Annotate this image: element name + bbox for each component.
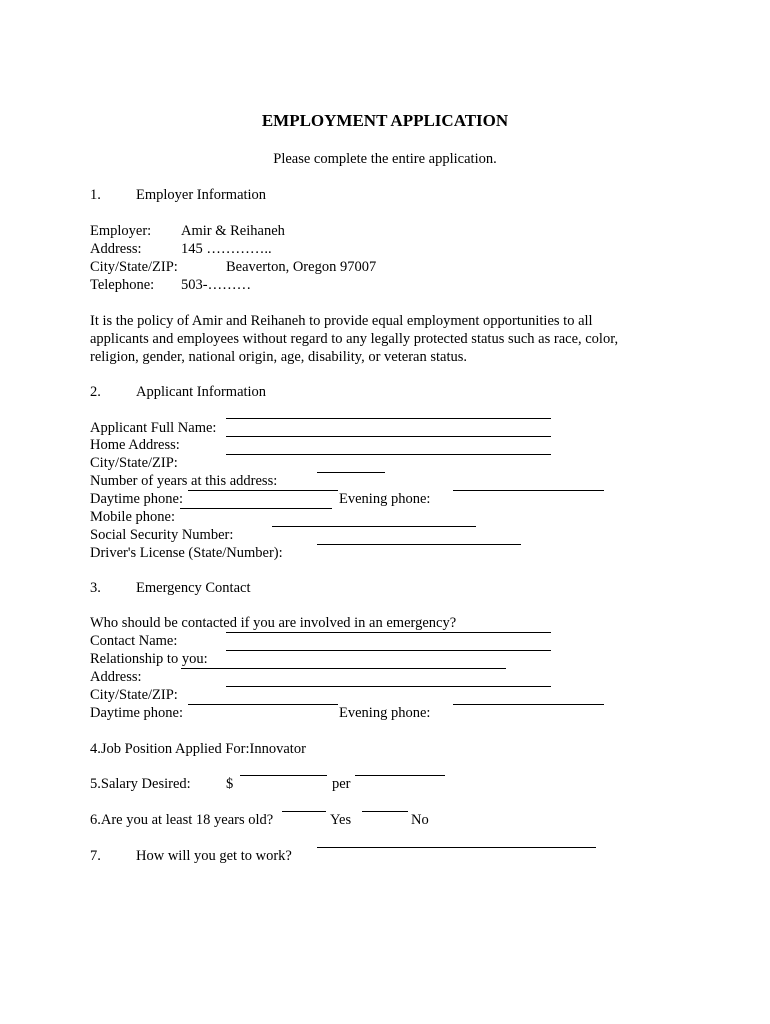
mobile-phone-field[interactable]: [180, 508, 332, 509]
applicant-daytime-phone-label: Daytime phone:: [90, 491, 184, 507]
policy-line-3: religion, gender, national origin, age, disability, or veteran status.: [90, 349, 467, 365]
age-no-label: No: [411, 812, 429, 828]
contact-name-field[interactable]: [226, 632, 551, 633]
contact-name-label: Contact Name:: [90, 633, 178, 649]
applicant-csz-field[interactable]: [226, 454, 551, 455]
drivers-license-label: Driver's License (State/Number):: [90, 545, 283, 561]
employer-address-label: Address:: [90, 241, 142, 257]
employer-address-value: 145 …………..: [181, 241, 272, 257]
contact-address-field[interactable]: [181, 668, 506, 669]
policy-line-2: applicants and employees without regard to any legally protected status such as race, color,: [90, 331, 619, 347]
salary-label: 5.Salary Desired:: [90, 776, 191, 792]
ssn-label: Social Security Number:: [90, 527, 234, 543]
section-3-heading: Emergency Contact: [136, 580, 251, 596]
contact-daytime-phone-field[interactable]: [188, 704, 338, 705]
emergency-question: Who should be contacted if you are involved in an emergency?: [90, 615, 457, 631]
relationship-label: Relationship to you:: [90, 651, 208, 667]
contact-daytime-phone-label: Daytime phone:: [90, 705, 184, 721]
salary-dollar-sign: $: [226, 776, 234, 792]
commute-field[interactable]: [317, 847, 596, 848]
ssn-field[interactable]: [272, 526, 476, 527]
page-title: EMPLOYMENT APPLICATION: [261, 111, 509, 130]
mobile-phone-label: Mobile phone:: [90, 509, 175, 525]
relationship-field[interactable]: [226, 650, 551, 651]
drivers-license-field[interactable]: [317, 544, 521, 545]
contact-evening-phone-field[interactable]: [453, 704, 604, 705]
age-yes-label: Yes: [330, 812, 352, 828]
contact-evening-phone-label: Evening phone:: [339, 705, 431, 721]
salary-per-label: per: [332, 776, 351, 792]
page-subtitle: Please complete the entire application.: [273, 151, 497, 167]
home-address-field[interactable]: [226, 436, 551, 437]
employer-value: Amir & Reihaneh: [181, 223, 285, 239]
section-3-number: 3.: [90, 580, 101, 596]
section-2-number: 2.: [90, 384, 101, 400]
section-1-heading: Employer Information: [136, 187, 267, 203]
contact-csz-label: City/State/ZIP:: [90, 687, 178, 703]
section-7-number: 7.: [90, 848, 101, 864]
applicant-csz-label: City/State/ZIP:: [90, 455, 178, 471]
applicant-evening-phone-label: Evening phone:: [339, 491, 431, 507]
contact-csz-field[interactable]: [226, 686, 551, 687]
employer-telephone-label: Telephone:: [90, 277, 155, 293]
commute-question: How will you get to work?: [136, 848, 292, 864]
age-no-field[interactable]: [362, 811, 408, 812]
salary-amount-field[interactable]: [240, 775, 327, 776]
applicant-name-field[interactable]: [226, 418, 551, 419]
applicant-daytime-phone-field[interactable]: [188, 490, 338, 491]
years-at-address-label: Number of years at this address:: [90, 473, 278, 489]
section-1-number: 1.: [90, 187, 101, 203]
home-address-label: Home Address:: [90, 437, 180, 453]
job-position-text: 4.Job Position Applied For:Innovator: [90, 741, 306, 757]
policy-line-1: It is the policy of Amir and Reihaneh to provide equal employment opportunities to all: [90, 313, 593, 329]
age-yes-field[interactable]: [282, 811, 326, 812]
employer-telephone-value: 503-………: [181, 277, 252, 293]
employer-csz-label: City/State/ZIP:: [90, 259, 178, 275]
employer-label: Employer:: [90, 223, 152, 239]
section-2-heading: Applicant Information: [136, 384, 267, 400]
age-question: 6.Are you at least 18 years old?: [90, 812, 274, 828]
applicant-name-label: Applicant Full Name:: [90, 420, 217, 436]
salary-period-field[interactable]: [355, 775, 445, 776]
applicant-evening-phone-field[interactable]: [453, 490, 604, 491]
employer-csz-value: Beaverton, Oregon 97007: [226, 259, 377, 275]
years-at-address-field[interactable]: [317, 472, 385, 473]
contact-address-label: Address:: [90, 669, 142, 685]
